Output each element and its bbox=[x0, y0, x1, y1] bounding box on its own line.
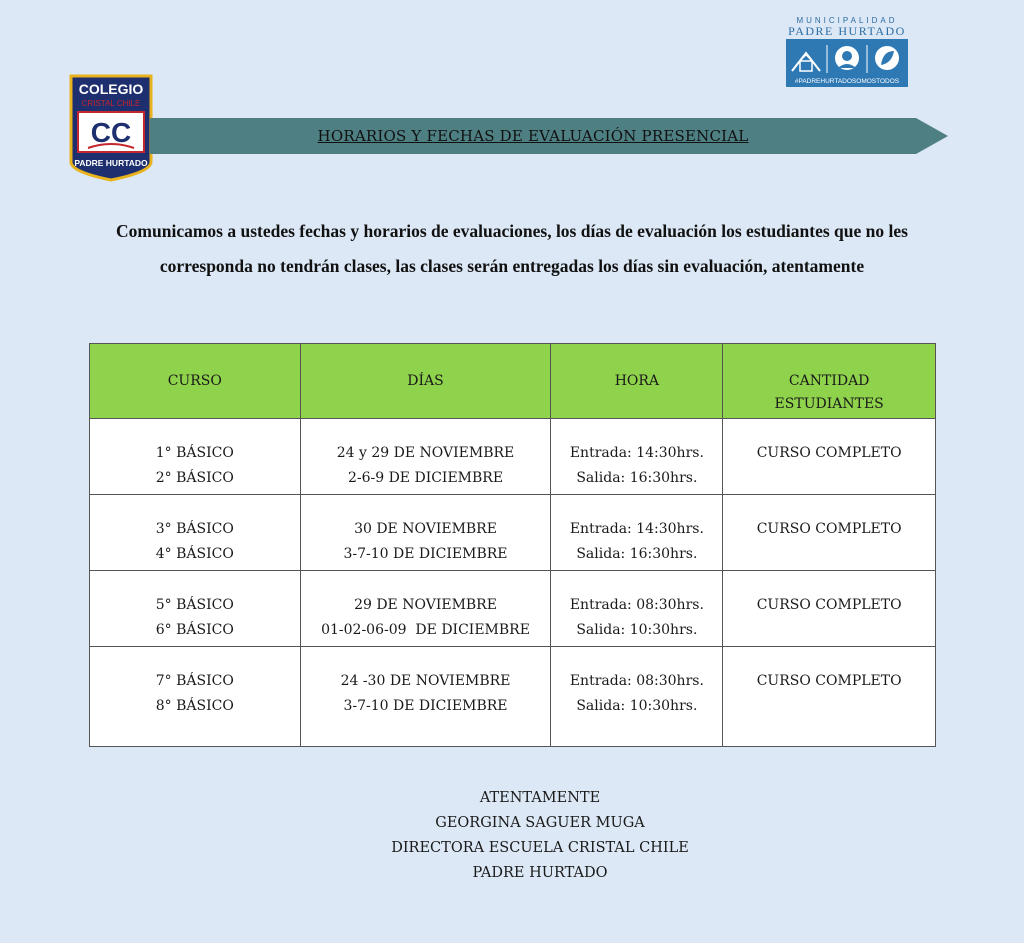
curso-line: 3° BÁSICO bbox=[155, 521, 234, 537]
dias-cell bbox=[300, 419, 551, 495]
signature-place: PADRE HURTADO bbox=[472, 865, 608, 881]
intro-paragraph bbox=[20, 214, 1004, 284]
dias-line: 01-02-06-09 DE DICIEMBRE bbox=[321, 622, 530, 638]
dias-line: 24 y 29 DE NOVIEMBRE bbox=[336, 445, 515, 461]
curso-cell bbox=[90, 419, 301, 495]
curso-line: 7° BÁSICO bbox=[155, 673, 234, 689]
table-header-row bbox=[90, 344, 936, 419]
header-dias: DÍAS bbox=[300, 344, 551, 419]
dias-line: 3-7-10 DE DICIEMBRE bbox=[343, 698, 508, 714]
signature-name: GEORGINA SAGUER MUGA bbox=[435, 815, 645, 831]
header-hora: HORA bbox=[551, 344, 723, 419]
curso-line: 2° BÁSICO bbox=[155, 470, 234, 486]
dias-cell bbox=[300, 571, 551, 647]
curso-line: 4° BÁSICO bbox=[155, 546, 234, 562]
hora-cell bbox=[551, 419, 723, 495]
hora-line: Salida: 16:30hrs. bbox=[576, 546, 698, 562]
intro-line-2: corresponda no tendrán clases, las clases serán entregadas los días sin evaluación, atentamente bbox=[159, 256, 865, 276]
dias-line: 2-6-9 DE DICIEMBRE bbox=[347, 470, 504, 486]
crest-monogram: CC bbox=[90, 117, 132, 148]
banner-title: HORARIOS Y FECHAS DE EVALUACIÓN PRESENCIAL bbox=[317, 127, 749, 145]
hora-cell bbox=[551, 647, 723, 747]
municipality-logo bbox=[784, 16, 910, 88]
curso-line: 6° BÁSICO bbox=[155, 622, 234, 638]
schedule-table bbox=[89, 343, 936, 747]
house-icon bbox=[792, 53, 820, 71]
dias-cell bbox=[300, 495, 551, 571]
curso-cell bbox=[90, 647, 301, 747]
hora-cell bbox=[551, 571, 723, 647]
municipality-hashtag: #PADREHURTADOSOMOSTODOS bbox=[794, 78, 900, 85]
dias-line: 30 DE NOVIEMBRE bbox=[354, 521, 497, 537]
hora-line: Entrada: 08:30hrs. bbox=[569, 673, 704, 689]
municipality-name: PADRE HURTADO bbox=[788, 24, 906, 38]
signature-closing: ATENTAMENTE bbox=[479, 790, 601, 806]
hora-line: Salida: 10:30hrs. bbox=[576, 622, 698, 638]
crest-bottom-text: PADRE HURTADO bbox=[74, 158, 148, 168]
curso-cell bbox=[90, 571, 301, 647]
hora-line: Entrada: 14:30hrs. bbox=[569, 521, 704, 537]
hora-line: Entrada: 14:30hrs. bbox=[569, 445, 704, 461]
school-crest-logo bbox=[68, 74, 154, 182]
signature-role: DIRECTORA ESCUELA CRISTAL CHILE bbox=[391, 840, 689, 856]
leaf-icon bbox=[875, 46, 899, 70]
curso-cell bbox=[90, 495, 301, 571]
cantidad-cell: CURSO COMPLETO bbox=[723, 495, 936, 571]
curso-line: 8° BÁSICO bbox=[155, 698, 234, 714]
hora-cell bbox=[551, 495, 723, 571]
table-row bbox=[90, 571, 936, 647]
dias-cell bbox=[300, 647, 551, 747]
table-row bbox=[90, 419, 936, 495]
cantidad-cell: CURSO COMPLETO bbox=[723, 419, 936, 495]
person-icon bbox=[835, 46, 859, 70]
crest-arc-text: CRISTAL CHILE bbox=[81, 99, 141, 108]
curso-line: 5° BÁSICO bbox=[155, 597, 234, 613]
hora-line: Salida: 10:30hrs. bbox=[576, 698, 698, 714]
signature-block bbox=[340, 786, 740, 886]
municipality-emblem bbox=[786, 39, 908, 87]
header-cantidad-line-2: ESTUDIANTES bbox=[774, 396, 884, 412]
header-cantidad bbox=[723, 344, 936, 419]
curso-line: 1° BÁSICO bbox=[155, 445, 234, 461]
header-curso: CURSO bbox=[90, 344, 301, 419]
municipality-label: MUNICIPALIDAD bbox=[796, 16, 898, 25]
cantidad-cell: CURSO COMPLETO bbox=[723, 647, 936, 747]
table-row bbox=[90, 495, 936, 571]
intro-line-1: Comunicamos a ustedes fechas y horarios de evaluaciones, los días de evaluación los estudiantes que no les bbox=[116, 221, 908, 241]
crest-top-text: COLEGIO bbox=[78, 81, 144, 97]
hora-line: Salida: 16:30hrs. bbox=[576, 470, 698, 486]
header-cantidad-line-1: CANTIDAD bbox=[788, 373, 870, 389]
cantidad-cell: CURSO COMPLETO bbox=[723, 571, 936, 647]
table-row bbox=[90, 647, 936, 747]
dias-line: 3-7-10 DE DICIEMBRE bbox=[343, 546, 508, 562]
hora-line: Entrada: 08:30hrs. bbox=[569, 597, 704, 613]
dias-line: 29 DE NOVIEMBRE bbox=[354, 597, 497, 613]
dias-line: 24 -30 DE NOVIEMBRE bbox=[340, 673, 511, 689]
